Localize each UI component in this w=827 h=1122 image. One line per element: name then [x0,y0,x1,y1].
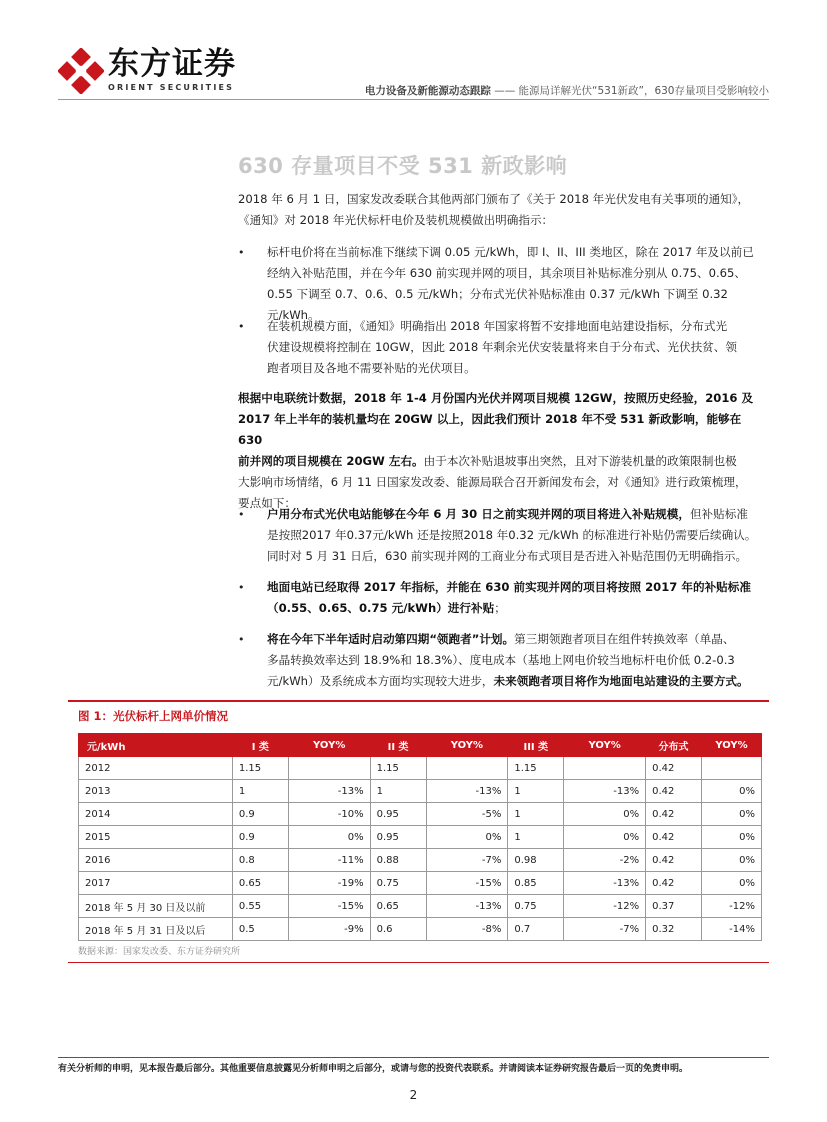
analysis-paragraph [238,388,769,514]
table-cell: 0.9 [232,826,288,849]
table-row [79,918,762,941]
table-cell: -15% [288,895,370,918]
footer-divider [58,1057,769,1058]
table-cell: 0.42 [646,803,702,826]
table-cell: -12% [701,895,761,918]
table-cell: -13% [564,780,646,803]
bullet-icon: • [238,581,245,594]
section-title: 630 存量项目不受 531 新政影响 [238,154,568,178]
table-cell: 2015 [79,826,233,849]
report-subtitle: —— 能源局详解光伏“531新政”，630存量项目受影响较小 [494,85,769,97]
table-cell: 0% [701,803,761,826]
paragraph-text: 由于本次补贴退坡事出突然，且对下游装机量的政策限制也极 [423,454,737,468]
table-header-cell: YOY% [288,734,370,757]
bullet-item [238,577,769,621]
table-cell: -13% [426,780,508,803]
table-cell: 0.42 [646,757,702,780]
company-logo-icon [58,48,104,94]
paragraph-text: 大影响市场情绪，6 月 11 日国家发改委、能源局联合召开新闻发布会，对《通知》进行政策梳理， [238,475,747,489]
intro-paragraph [238,189,769,231]
figure-title: 图 1：光伏标杆上网单价情况 [78,709,229,723]
emphasis-text: 前并网的项目规模在 20GW 左右。 [238,454,424,468]
table-cell: 0.9 [232,803,288,826]
bullet-item [238,316,769,382]
table-cell: -19% [288,872,370,895]
intro-line: 2018 年 6 月 1 日，国家发改委联合其他两部门颁布了《关于 2018 年光伏发电有关事项的通知》， [238,192,750,206]
table-cell: -15% [426,872,508,895]
bullet-line: 跑者项目及各地不需要补贴的光伏项目。 [267,361,476,375]
bullet-line: 标杆电价将在当前标准下继续下调 0.05 元/kWh，即 I、II、III 类地区，除在 2017 年及以前已 [267,245,754,259]
table-cell: -11% [288,849,370,872]
table-row [79,803,762,826]
table-header-cell: YOY% [426,734,508,757]
table-cell: -9% [288,918,370,941]
table-cell [288,757,370,780]
table-cell: 0.55 [232,895,288,918]
figure-bottom-rule [68,962,769,963]
bullet-line: 伏建设规模将控制在 10GW，因此 2018 年剩余光伏安装量将来自于分布式、光伏扶贫、领 [267,340,737,354]
table-cell: -10% [288,803,370,826]
table-cell: 0% [564,826,646,849]
table-cell: 2018 年 5 月 30 日及以前 [79,895,233,918]
table-cell: 0.7 [508,918,564,941]
table-header-row [79,734,762,757]
emphasis-text: 未来领跑者项目将作为地面电站建设的主要方式。 [493,674,749,688]
report-series: 电力设备及新能源动态跟踪 [364,85,491,97]
table-cell: 0% [426,826,508,849]
table-cell: 0.98 [508,849,564,872]
table-cell: 0.8 [232,849,288,872]
table-cell: 0.37 [646,895,702,918]
table-cell: 0.95 [370,803,426,826]
table-header-cell: YOY% [564,734,646,757]
table-cell: 0% [288,826,370,849]
table-header-cell: 分布式 [646,734,702,757]
table-cell: -13% [288,780,370,803]
bullet-text [267,242,769,326]
bullet-line: ； [494,601,506,615]
paragraph-text: 要点如下： [238,496,296,510]
table-cell: 1.15 [232,757,288,780]
bullet-item [238,629,769,695]
table-cell: 0% [701,780,761,803]
table-row [79,895,762,918]
bullet-text [267,316,769,379]
bullet-item [238,504,769,570]
table-cell: 2013 [79,780,233,803]
table-header-cell: III 类 [508,734,564,757]
table-cell [564,757,646,780]
bullet-icon: • [238,633,245,646]
table-cell: 0.42 [646,849,702,872]
table-cell: 0.6 [370,918,426,941]
table-cell: 1 [508,826,564,849]
table-cell: 0.65 [232,872,288,895]
bullet-icon: • [238,508,245,521]
table-cell: 0.75 [508,895,564,918]
bullet-icon: • [238,320,245,333]
table-cell: -5% [426,803,508,826]
table-cell: 2017 [79,872,233,895]
emphasis-text: 2017 年上半年的装机量均在 20GW 以上，因此我们预计 2018 年不受 531 新政影响，能够在 630 [238,412,742,447]
table-cell: 1 [370,780,426,803]
table-cell: 0% [564,803,646,826]
table-header-cell: 元/kWh [79,734,233,757]
bullet-icon: • [238,246,245,259]
figure-source: 数据来源：国家发改委、东方证券研究所 [78,947,241,957]
bullet-text [267,504,769,567]
table-row [79,780,762,803]
bullet-line: 是按照2017 年0.37元/kWh 还是按照2018 年0.32 元/kWh 的标准进行补贴仍需要后续确认。 [267,528,757,542]
bullet-item [238,242,769,322]
table-cell: 2012 [79,757,233,780]
table-header-cell: II 类 [370,734,426,757]
table-cell [426,757,508,780]
table-cell: 1.15 [370,757,426,780]
emphasis-text: 户用分布式光伏电站能够在今年 6 月 30 日之前实现并网的项目将进入补贴规模， [267,507,690,521]
emphasis-text: 根据中电联统计数据，2018 年 1-4 月份国内光伏并网项目规模 12GW，按照历史经验，2016 及 [238,391,754,405]
emphasis-text: 地面电站已经取得 2017 年指标，并能在 630 前实现并网的项目将按照 2017 年的补贴标准 [267,580,751,594]
table-cell: -13% [426,895,508,918]
table-cell: 0.65 [370,895,426,918]
table-cell: 0% [701,826,761,849]
table-row [79,757,762,780]
bullet-line: 同时对 5 月 31 日后，630 前实现并网的工商业分布式项目是否进入补贴范围仍无明确指示。 [267,549,748,563]
table-cell: 0.5 [232,918,288,941]
table-cell: 0% [701,872,761,895]
bullet-line: 元/kWh）及系统成本方面均实现较大进步， [267,674,494,688]
table-cell: 2014 [79,803,233,826]
table-cell: 1.15 [508,757,564,780]
table-cell: -8% [426,918,508,941]
table-cell: 0.75 [370,872,426,895]
figure-top-rule [68,700,769,702]
bullet-text [267,577,769,619]
table-cell: 1 [508,780,564,803]
table-cell: 0.95 [370,826,426,849]
table-cell: 2018 年 5 月 31 日及以后 [79,918,233,941]
table-cell: 1 [232,780,288,803]
bullet-line: 第三期领跑者项目在组件转换效率（单晶、 [514,632,735,646]
emphasis-text: 将在今年下半年适时启动第四期“领跑者”计划。 [267,632,515,646]
table-cell: 0% [701,849,761,872]
table-row [79,826,762,849]
table-cell: -2% [564,849,646,872]
table-cell: 0.42 [646,780,702,803]
table-cell: 0.42 [646,872,702,895]
page-number: 2 [409,1088,418,1102]
emphasis-text: （0.55、0.65、0.75 元/kWh）进行补贴 [267,601,495,615]
table-cell: -7% [426,849,508,872]
header-divider [58,99,769,100]
table-cell: 2016 [79,849,233,872]
logo-chinese-name: 东方证券 [108,46,236,82]
table-cell: -7% [564,918,646,941]
table-cell: 1 [508,803,564,826]
table-cell: 0.42 [646,826,702,849]
table-cell: -14% [701,918,761,941]
table-cell: -12% [564,895,646,918]
footer-disclaimer: 有关分析师的申明，见本报告最后部分。其他重要信息披露见分析师申明之后部分，或请与您的投资代表联系。并请阅读本证券研究报告最后一页的免责申明。 [58,1064,689,1074]
intro-line: 《通知》对 2018 年光伏标杆电价及装机规模做出明确指示： [238,213,554,227]
bullet-line: 多晶转换效率达到 18.9%和 18.3%）、度电成本（基地上网电价较当地标杆电价低 0.2-0.3 [267,653,735,667]
table-cell [701,757,761,780]
table-header-cell: I 类 [232,734,288,757]
bullet-line: 在装机规模方面，《通知》明确指出 2018 年国家将暂不安排地面电站建设指标，分布式光 [267,319,728,333]
table-cell: 0.88 [370,849,426,872]
bullet-line: 经纳入补贴范围，并在今年 630 前实现并网的项目，其余项目补贴标准分别从 0.75、0.65、 [267,266,747,280]
table-row [79,849,762,872]
logo-english-name: ORIENT SECURITIES [108,83,235,92]
table-row [79,872,762,895]
table-header-cell: YOY% [701,734,761,757]
price-table [78,733,762,941]
bullet-text [267,629,769,692]
bullet-line: 但补贴标准 [689,507,748,521]
table-cell: -13% [564,872,646,895]
report-header-title [365,83,769,98]
table-cell: 0.85 [508,872,564,895]
bullet-line: 0.55 下调至 0.7、0.6、0.5 元/kWh；分布式光伏补贴标准由 0.37 元/kWh 下调至 0.32 元/kWh。 [267,287,728,322]
table-cell: 0.32 [646,918,702,941]
